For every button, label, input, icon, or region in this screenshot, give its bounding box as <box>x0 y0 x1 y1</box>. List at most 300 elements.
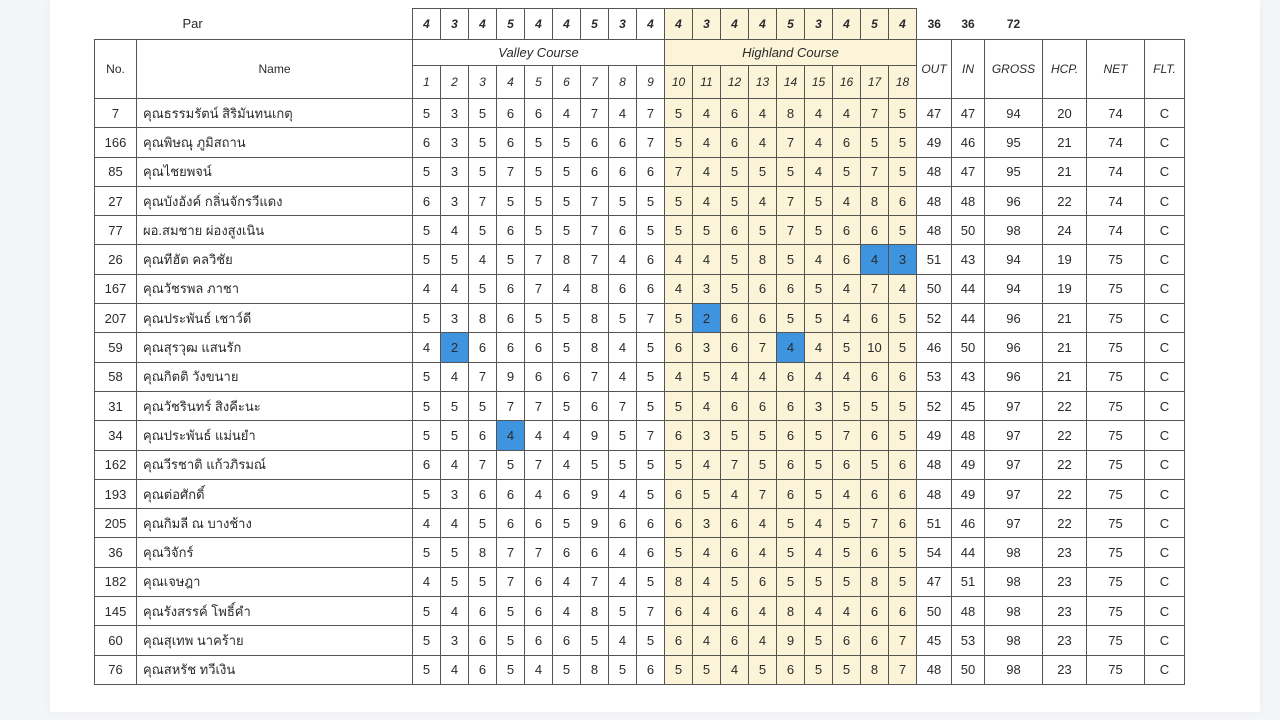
hole-score: 5 <box>833 157 861 186</box>
hole-score: 6 <box>833 128 861 157</box>
hole-score: 4 <box>553 450 581 479</box>
hole-number-2: 2 <box>441 66 469 99</box>
flight: C <box>1145 157 1185 186</box>
hole-score: 7 <box>637 99 665 128</box>
score-in: 43 <box>952 362 985 391</box>
col-no-header: No. <box>95 40 137 99</box>
hole-score: 6 <box>581 391 609 420</box>
table-row <box>95 362 1185 391</box>
hole-score: 6 <box>637 274 665 303</box>
score-out: 48 <box>917 450 952 479</box>
hole-score: 5 <box>749 216 777 245</box>
hole-score: 6 <box>609 216 637 245</box>
hole-score: 7 <box>497 157 525 186</box>
hole-score: 5 <box>497 655 525 684</box>
hole-score: 7 <box>525 450 553 479</box>
score-out: 49 <box>917 128 952 157</box>
hole-score: 5 <box>497 450 525 479</box>
hole-score: 6 <box>777 655 805 684</box>
hole-score: 5 <box>413 421 441 450</box>
hole-score: 4 <box>609 567 637 596</box>
hole-score: 9 <box>497 362 525 391</box>
hole-score: 8 <box>581 304 609 333</box>
hole-score: 5 <box>665 655 693 684</box>
hole-score: 6 <box>497 216 525 245</box>
par-spacer <box>1087 9 1145 40</box>
score-body <box>95 99 1185 685</box>
player-number: 58 <box>95 362 137 391</box>
hole-score: 4 <box>525 655 553 684</box>
score-net: 75 <box>1087 567 1145 596</box>
scorecard-table <box>94 8 1185 685</box>
hole-score: 6 <box>861 304 889 333</box>
hole-score: 5 <box>413 245 441 274</box>
hole-number-4: 4 <box>497 66 525 99</box>
hole-score: 9 <box>777 626 805 655</box>
hole-score: 6 <box>889 479 917 508</box>
hole-score: 5 <box>553 655 581 684</box>
hole-score: 7 <box>525 274 553 303</box>
hole-score: 4 <box>553 567 581 596</box>
score-in: 48 <box>952 421 985 450</box>
hole-score: 5 <box>665 304 693 333</box>
hole-number-6: 6 <box>553 66 581 99</box>
hole-score: 4 <box>749 626 777 655</box>
hole-score: 6 <box>665 479 693 508</box>
score-net: 75 <box>1087 304 1145 333</box>
hole-score: 3 <box>441 304 469 333</box>
hole-score: 4 <box>693 245 721 274</box>
score-net: 75 <box>1087 597 1145 626</box>
hole-score: 3 <box>693 421 721 450</box>
hole-score: 6 <box>889 509 917 538</box>
player-name: คุณธรรมรัตน์ สิริมันทนเกตุ <box>137 99 413 128</box>
flight: C <box>1145 99 1185 128</box>
player-number: 205 <box>95 509 137 538</box>
score-gross: 98 <box>985 626 1043 655</box>
score-gross: 95 <box>985 128 1043 157</box>
hole-score: 4 <box>413 509 441 538</box>
hole-score: 6 <box>581 538 609 567</box>
hole-score: 4 <box>441 362 469 391</box>
hole-score: 7 <box>525 538 553 567</box>
hole-score: 8 <box>581 655 609 684</box>
score-hcp: 21 <box>1043 304 1087 333</box>
hole-score: 6 <box>525 509 553 538</box>
score-hcp: 23 <box>1043 626 1087 655</box>
hole-score: 5 <box>721 567 749 596</box>
score-in: 47 <box>952 99 985 128</box>
player-number: 59 <box>95 333 137 362</box>
table-row <box>95 479 1185 508</box>
hole-score: 7 <box>469 450 497 479</box>
hole-score: 4 <box>805 128 833 157</box>
hole-score: 5 <box>469 509 497 538</box>
hole-score: 5 <box>665 450 693 479</box>
hole-number-16: 16 <box>833 66 861 99</box>
player-number: 36 <box>95 538 137 567</box>
col-name-header: Name <box>137 40 413 99</box>
flight: C <box>1145 128 1185 157</box>
hole-score: 4 <box>441 450 469 479</box>
score-in: 43 <box>952 245 985 274</box>
hole-score: 4 <box>553 597 581 626</box>
hole-score: 6 <box>665 333 693 362</box>
hole-score: 5 <box>525 186 553 215</box>
hole-score: 5 <box>553 333 581 362</box>
score-out: 50 <box>917 274 952 303</box>
hole-score: 6 <box>413 186 441 215</box>
score-gross: 95 <box>985 157 1043 186</box>
hole-score: 5 <box>805 567 833 596</box>
hole-score: 4 <box>665 245 693 274</box>
hole-score: 5 <box>665 128 693 157</box>
hole-score: 6 <box>469 479 497 508</box>
player-name: คุณสุรวุฒ แสนรัก <box>137 333 413 362</box>
hole-score: 6 <box>665 509 693 538</box>
player-number: 77 <box>95 216 137 245</box>
score-gross: 97 <box>985 450 1043 479</box>
hole-score: 5 <box>637 391 665 420</box>
hole-score: 7 <box>581 362 609 391</box>
hole-score: 6 <box>749 304 777 333</box>
score-in: 48 <box>952 597 985 626</box>
player-name: คุณทีฮัต คลวิชัย <box>137 245 413 274</box>
hole-score: 6 <box>637 509 665 538</box>
player-number: 34 <box>95 421 137 450</box>
score-in: 49 <box>952 450 985 479</box>
flight: C <box>1145 274 1185 303</box>
col-net-header: NET <box>1087 40 1145 99</box>
hole-number-1: 1 <box>413 66 441 99</box>
hole-score: 4 <box>693 538 721 567</box>
hole-score: 6 <box>777 362 805 391</box>
score-gross: 96 <box>985 186 1043 215</box>
table-row <box>95 567 1185 596</box>
score-hcp: 23 <box>1043 567 1087 596</box>
hole-score: 5 <box>805 304 833 333</box>
hole-score: 5 <box>413 655 441 684</box>
hole-score: 4 <box>749 362 777 391</box>
hole-score: 4 <box>609 99 637 128</box>
hole-score: 6 <box>889 597 917 626</box>
score-net: 75 <box>1087 479 1145 508</box>
hole-score: 7 <box>777 186 805 215</box>
hole-score: 6 <box>861 421 889 450</box>
hole-score: 5 <box>441 567 469 596</box>
hole-score: 6 <box>497 304 525 333</box>
hole-score: 4 <box>721 362 749 391</box>
hole-score: 9 <box>581 479 609 508</box>
hole-score: 6 <box>749 391 777 420</box>
score-in: 51 <box>952 567 985 596</box>
table-row <box>95 216 1185 245</box>
hole-score: 5 <box>637 450 665 479</box>
hole-score: 5 <box>553 304 581 333</box>
score-gross: 98 <box>985 538 1043 567</box>
hole-score: 5 <box>469 99 497 128</box>
hole-score: 6 <box>497 479 525 508</box>
hole-score: 5 <box>693 655 721 684</box>
score-gross: 98 <box>985 216 1043 245</box>
hole-score: 5 <box>889 538 917 567</box>
hole-score: 6 <box>637 157 665 186</box>
hole-score: 6 <box>553 626 581 655</box>
player-name: คุณวัชรพล ภาชา <box>137 274 413 303</box>
hole-score: 4 <box>525 421 553 450</box>
hole-score: 5 <box>525 304 553 333</box>
player-number: 162 <box>95 450 137 479</box>
hole-score: 5 <box>609 655 637 684</box>
score-in: 50 <box>952 655 985 684</box>
table-row <box>95 274 1185 303</box>
hole-score: 5 <box>413 538 441 567</box>
hole-score: 5 <box>805 450 833 479</box>
hole-score: 4 <box>833 597 861 626</box>
hole-score: 5 <box>413 304 441 333</box>
score-out: 48 <box>917 216 952 245</box>
hole-score: 5 <box>721 186 749 215</box>
flight: C <box>1145 304 1185 333</box>
hole-score: 4 <box>833 186 861 215</box>
hole-number-10: 10 <box>665 66 693 99</box>
hole-score: 6 <box>777 421 805 450</box>
score-in: 48 <box>952 186 985 215</box>
score-out: 48 <box>917 655 952 684</box>
hole-score: 4 <box>553 99 581 128</box>
hole-score: 3 <box>441 626 469 655</box>
hole-score: 6 <box>721 538 749 567</box>
hole-number-14: 14 <box>777 66 805 99</box>
hole-score: 6 <box>553 479 581 508</box>
hole-score: 7 <box>665 157 693 186</box>
hole-score: 6 <box>777 391 805 420</box>
hole-score: 3 <box>441 479 469 508</box>
hole-score: 4 <box>665 274 693 303</box>
hole-score: 4 <box>441 655 469 684</box>
hole-score: 5 <box>665 186 693 215</box>
par-out: 36 <box>927 16 941 31</box>
highland-course-header: Highland Course <box>665 40 917 66</box>
hole-score: 8 <box>469 538 497 567</box>
hole-score: 6 <box>861 479 889 508</box>
hole-score: 7 <box>637 128 665 157</box>
hole-score: 6 <box>861 626 889 655</box>
hole-score: 5 <box>553 216 581 245</box>
flight: C <box>1145 655 1185 684</box>
hole-score: 4 <box>833 99 861 128</box>
hole-score: 6 <box>525 567 553 596</box>
hole-score: 6 <box>609 509 637 538</box>
table-row <box>95 391 1185 420</box>
par-hole-9: 4 <box>637 9 665 40</box>
score-hcp: 19 <box>1043 274 1087 303</box>
score-in: 50 <box>952 333 985 362</box>
col-hcp-header: HCP. <box>1043 40 1087 99</box>
hole-score: 5 <box>833 655 861 684</box>
player-number: 166 <box>95 128 137 157</box>
score-hcp: 22 <box>1043 450 1087 479</box>
par-hole-13: 4 <box>749 9 777 40</box>
hole-score: 5 <box>749 450 777 479</box>
hole-score: 5 <box>889 333 917 362</box>
hole-score: 4 <box>441 274 469 303</box>
score-net: 74 <box>1087 128 1145 157</box>
score-gross: 98 <box>985 597 1043 626</box>
hole-score: 2 <box>693 304 721 333</box>
hole-score: 6 <box>413 450 441 479</box>
col-out-header: OUT <box>917 40 952 99</box>
hole-score: 5 <box>581 450 609 479</box>
table-row <box>95 509 1185 538</box>
table-row <box>95 304 1185 333</box>
hole-score: 4 <box>497 421 525 450</box>
score-gross: 96 <box>985 304 1043 333</box>
hole-score: 5 <box>889 421 917 450</box>
par-hole-6: 4 <box>553 9 581 40</box>
hole-score: 6 <box>833 450 861 479</box>
hole-score: 6 <box>581 157 609 186</box>
hole-number-3: 3 <box>469 66 497 99</box>
hole-score: 5 <box>805 216 833 245</box>
player-number: 76 <box>95 655 137 684</box>
hole-score: 7 <box>637 304 665 333</box>
score-hcp: 21 <box>1043 157 1087 186</box>
hole-score: 6 <box>665 597 693 626</box>
hole-score: 4 <box>441 216 469 245</box>
hole-score: 6 <box>721 391 749 420</box>
score-gross: 94 <box>985 274 1043 303</box>
score-net: 75 <box>1087 626 1145 655</box>
hole-score: 5 <box>441 538 469 567</box>
hole-score: 5 <box>637 479 665 508</box>
table-row <box>95 245 1185 274</box>
score-hcp: 24 <box>1043 216 1087 245</box>
hole-score: 4 <box>805 157 833 186</box>
par-spacer <box>95 9 137 40</box>
table-row <box>95 626 1185 655</box>
hole-score: 7 <box>469 362 497 391</box>
table-row <box>95 186 1185 215</box>
hole-score: 5 <box>497 626 525 655</box>
hole-score: 5 <box>553 157 581 186</box>
hole-score: 4 <box>553 421 581 450</box>
hole-score: 5 <box>469 567 497 596</box>
hole-score: 3 <box>441 99 469 128</box>
player-number: 145 <box>95 597 137 626</box>
score-net: 74 <box>1087 157 1145 186</box>
hole-score: 4 <box>413 567 441 596</box>
hole-score: 5 <box>469 391 497 420</box>
score-net: 75 <box>1087 450 1145 479</box>
hole-score: 5 <box>609 450 637 479</box>
hole-score: 5 <box>777 538 805 567</box>
hole-score: 6 <box>833 245 861 274</box>
hole-score: 5 <box>413 479 441 508</box>
hole-score: 5 <box>749 157 777 186</box>
hole-score: 4 <box>805 245 833 274</box>
score-net: 74 <box>1087 99 1145 128</box>
hole-score: 7 <box>833 421 861 450</box>
hole-score: 4 <box>469 245 497 274</box>
hole-score: 4 <box>861 245 889 274</box>
score-gross: 94 <box>985 99 1043 128</box>
hole-score: 5 <box>693 362 721 391</box>
hole-score: 5 <box>777 245 805 274</box>
score-hcp: 21 <box>1043 333 1087 362</box>
hole-score: 7 <box>889 626 917 655</box>
hole-score: 4 <box>889 274 917 303</box>
hole-score: 5 <box>553 509 581 538</box>
hole-score: 5 <box>665 99 693 128</box>
hole-score: 5 <box>525 216 553 245</box>
hole-score: 5 <box>609 304 637 333</box>
hole-score: 2 <box>441 333 469 362</box>
par-hole-3: 4 <box>469 9 497 40</box>
hole-score: 4 <box>609 245 637 274</box>
hole-score: 4 <box>777 333 805 362</box>
hole-score: 4 <box>441 597 469 626</box>
hole-score: 6 <box>721 304 749 333</box>
hole-score: 6 <box>833 626 861 655</box>
player-name: คุณพิษณุ ภูมิสถาน <box>137 128 413 157</box>
hole-score: 9 <box>581 509 609 538</box>
hole-score: 5 <box>637 216 665 245</box>
hole-score: 4 <box>609 626 637 655</box>
hole-score: 5 <box>609 186 637 215</box>
hole-score: 6 <box>581 128 609 157</box>
hole-score: 5 <box>469 274 497 303</box>
hole-score: 4 <box>749 597 777 626</box>
hole-score: 6 <box>889 186 917 215</box>
hole-score: 4 <box>749 128 777 157</box>
hole-number-12: 12 <box>721 66 749 99</box>
hole-score: 8 <box>861 655 889 684</box>
hole-score: 5 <box>777 509 805 538</box>
hole-score: 7 <box>749 479 777 508</box>
hole-score: 7 <box>469 186 497 215</box>
hole-score: 5 <box>861 391 889 420</box>
hole-score: 5 <box>889 304 917 333</box>
par-hole-15: 3 <box>805 9 833 40</box>
score-gross: 96 <box>985 333 1043 362</box>
score-gross: 98 <box>985 655 1043 684</box>
hole-score: 7 <box>721 450 749 479</box>
hole-score: 8 <box>581 597 609 626</box>
hole-score: 7 <box>861 157 889 186</box>
score-in: 46 <box>952 128 985 157</box>
par-hole-16: 4 <box>833 9 861 40</box>
table-row <box>95 157 1185 186</box>
hole-score: 7 <box>525 391 553 420</box>
flight: C <box>1145 597 1185 626</box>
score-hcp: 22 <box>1043 391 1087 420</box>
hole-score: 6 <box>861 538 889 567</box>
score-out: 51 <box>917 509 952 538</box>
hole-score: 6 <box>525 362 553 391</box>
hole-score: 6 <box>525 597 553 626</box>
score-hcp: 22 <box>1043 421 1087 450</box>
hole-score: 6 <box>497 509 525 538</box>
hole-score: 5 <box>553 186 581 215</box>
hole-score: 6 <box>721 626 749 655</box>
score-out: 50 <box>917 597 952 626</box>
hole-score: 4 <box>805 99 833 128</box>
hole-score: 4 <box>693 450 721 479</box>
hole-score: 5 <box>889 216 917 245</box>
hole-score: 5 <box>805 479 833 508</box>
hole-score: 5 <box>749 655 777 684</box>
